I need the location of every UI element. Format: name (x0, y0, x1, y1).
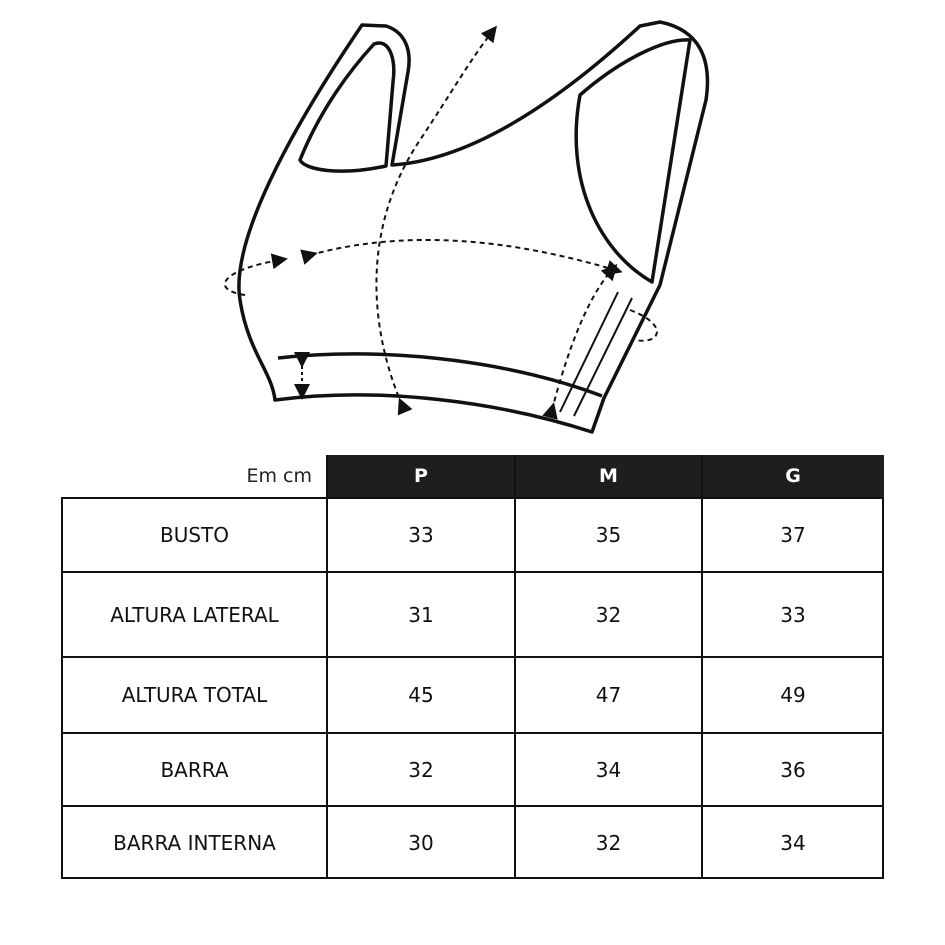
measure-cell-p: 45 (408, 683, 434, 707)
measure-cell-m: 32 (595, 602, 622, 627)
row-label: BARRA INTERNA (113, 830, 276, 855)
band-top-line (278, 354, 602, 396)
measure-cell-m: 34 (595, 757, 622, 782)
measure-cell-g: 33 (780, 602, 806, 627)
right-armhole (576, 40, 690, 282)
measure-cell-p: 32 (408, 757, 434, 782)
row-label: BUSTO (159, 522, 229, 547)
unit-label: Em cm (246, 465, 312, 487)
garment-outline (239, 22, 708, 432)
measure-cell-p: 30 (408, 830, 434, 855)
measure-cell-m: 47 (595, 683, 622, 707)
measure-cell-g: 49 (780, 683, 806, 707)
sports-bra-illustration (0, 0, 945, 445)
size-header-m: M (515, 455, 702, 497)
bust-arrow (310, 240, 615, 270)
left-strap-cutout (300, 43, 394, 171)
side-seam-2 (560, 292, 618, 412)
row-label: ALTURA TOTAL (121, 683, 268, 707)
measure-cell-g: 37 (780, 522, 806, 547)
measure-cell-m: 35 (595, 522, 622, 547)
measure-cell-g: 36 (780, 757, 806, 782)
measure-cell-g: 34 (780, 830, 806, 855)
bust-left-ellipse (225, 260, 280, 295)
row-label: BARRA (160, 757, 229, 782)
size-header-p: P (327, 455, 515, 497)
measure-cell-m: 32 (595, 830, 622, 855)
measure-cell-p: 33 (408, 522, 434, 547)
measure-cell-p: 31 (408, 602, 434, 627)
row-label: ALTURA LATERAL (110, 602, 279, 627)
size-header-g: G (702, 455, 884, 497)
